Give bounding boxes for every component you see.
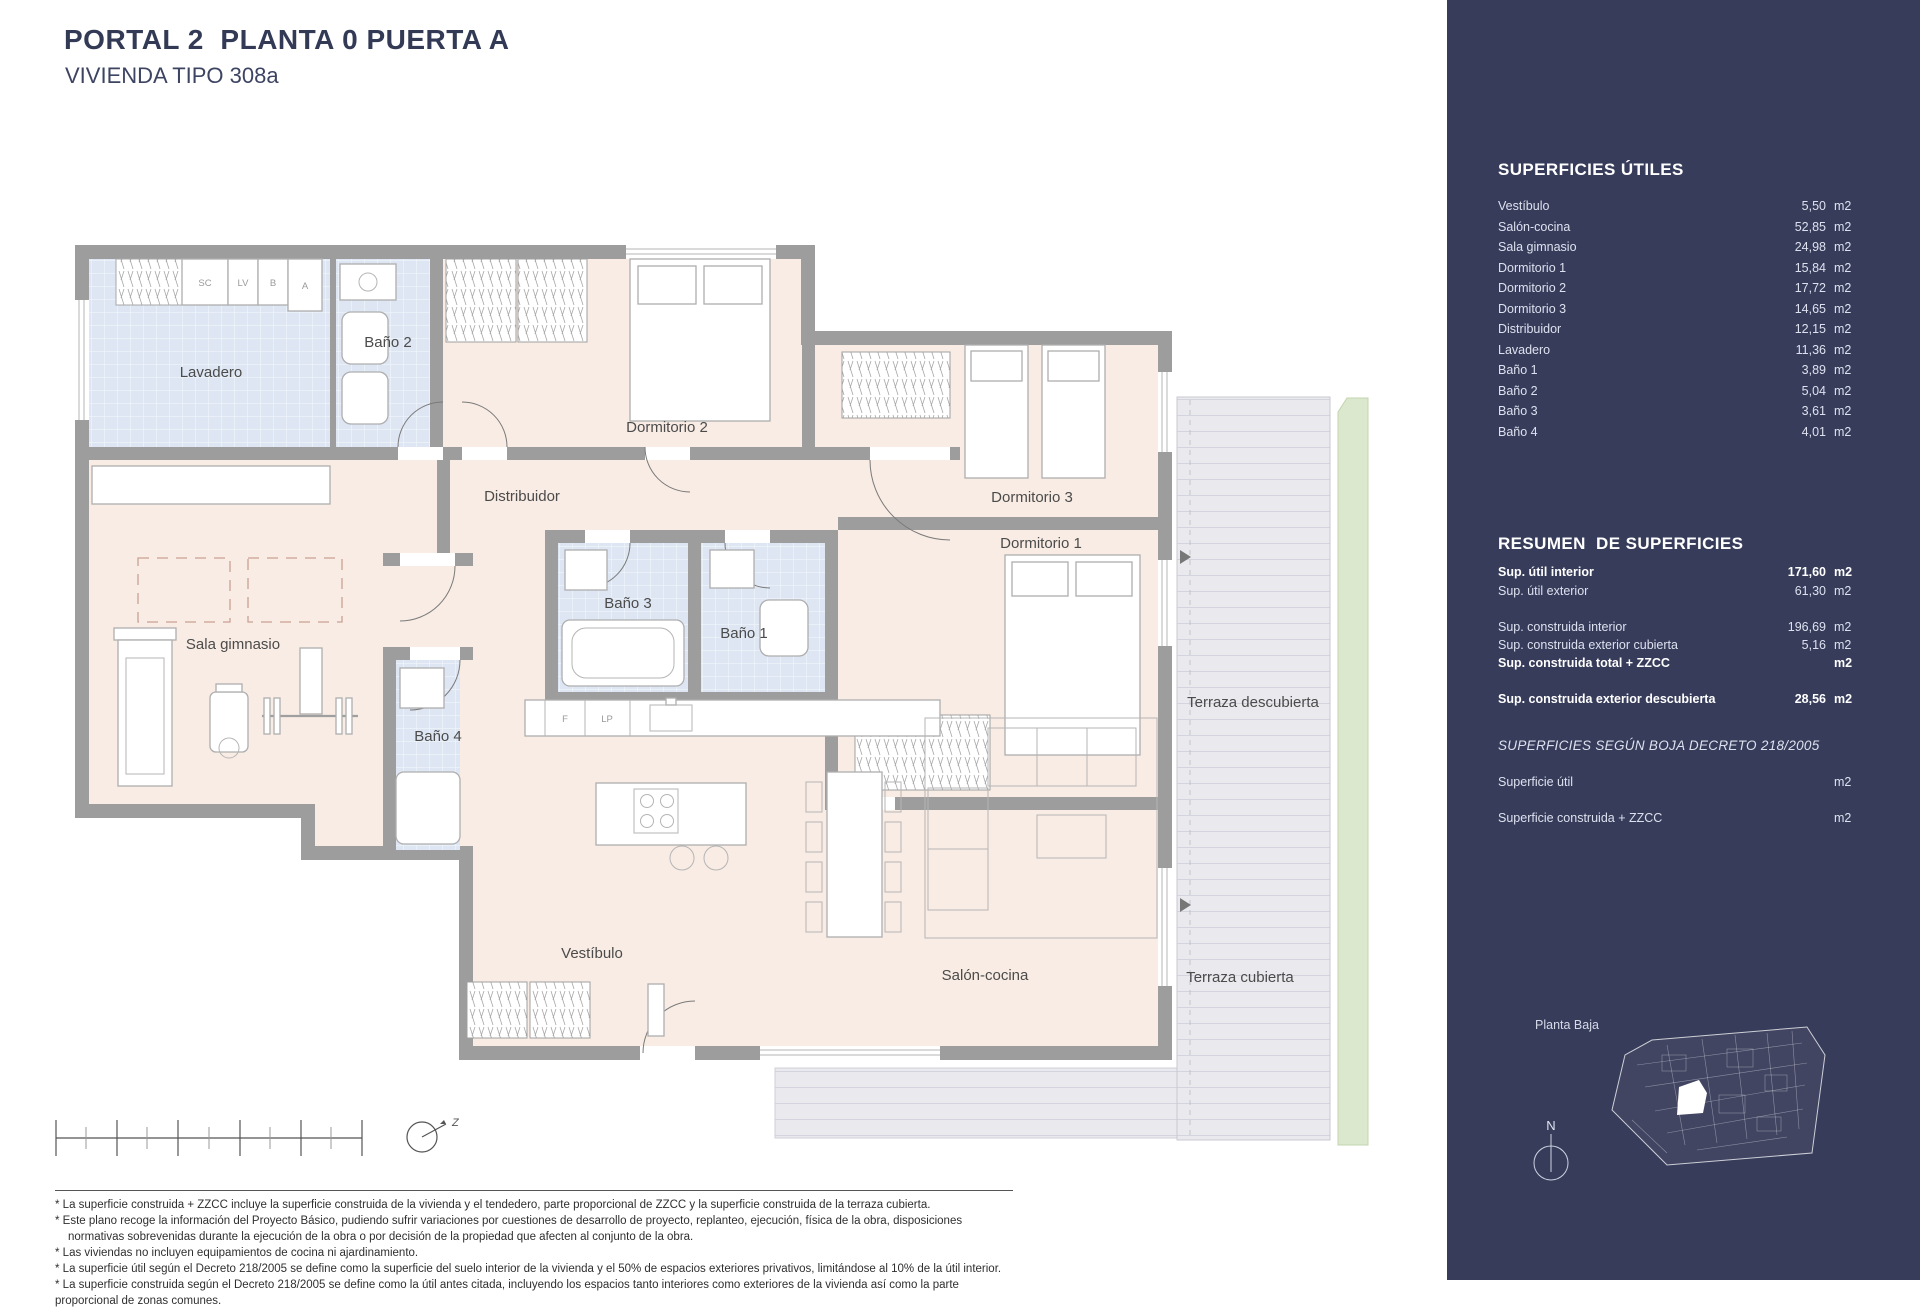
footnote-line: * La superficie útil según el Decreto 218/2005 se define como la superficie del suelo interior de la vivienda y el 50% de espacios exteriores privativos, limitándose al 10% de la útil interior. [55,1263,1002,1275]
footnote-line: * Este plano recoge la información del Proyecto Básico, pudiendo sufrir variaciones por cuestiones de desarrollo de proyecto, replanteo, ejecución, física de la obra, disposiciones [55,1215,963,1227]
resumen-heading: RESUMEN DE SUPERFICIES [1498,534,1744,553]
kitchen-counter [525,698,940,736]
cabinet-label-a: A [301,281,309,292]
laundry-cabinets [116,259,322,311]
table-row: Baño 3 3,61 m2 [1498,404,1852,419]
table-row: Dormitorio 3 14,65 m2 [1498,301,1852,316]
footnote-line: * La superficie construida + ZZCC incluye la superficie construida de la vivienda y el tendedero, parte proporcional de ZZCC y la superficie construida de la terraza cubierta. [55,1199,931,1211]
cabinet-label-sc: SC [198,278,212,289]
site-plan [1447,0,1920,1280]
table-row: Baño 1 3,89 m2 [1498,363,1852,378]
plan-north-icon [407,1117,460,1152]
table-row: Salón-cocina 52,85 m2 [1498,219,1852,234]
entry-cabinet [648,984,664,1036]
footnote-line: * Las viviendas no incluyen equipamientos de cocina ni ajardinamiento. [55,1247,419,1259]
label-lavadero: Lavadero [179,364,243,381]
label-terraza-descubierta: Terraza descubierta [1187,694,1319,711]
resumen-row: Sup. construida exterior cubierta 5,16 m2 [1498,638,1852,652]
resumen-row: Sup. útil interior 171,60 m2 [1498,565,1853,579]
resumen-row: Sup. construida exterior descubierta 28,56 m2 [1498,692,1853,706]
label-bano1: Baño 1 [720,625,768,642]
terrace-covered-strip [775,1068,1177,1138]
label-salon-cocina: Salón-cocina [941,967,1029,984]
boja-row: Superficie construida + ZZCC m2 [1498,811,1852,825]
kitchen-label-f: F [562,714,568,725]
label-terraza-cubierta: Terraza cubierta [1186,969,1294,986]
kitchen-label-lp: LP [601,714,613,725]
table-row: Baño 4 4,01 m2 [1498,424,1852,439]
table-row: Dormitorio 2 17,72 m2 [1498,281,1852,296]
table-row: Baño 2 5,04 m2 [1498,383,1852,398]
bedroom1-bed [1005,555,1140,755]
table-row: Lavadero 11,36 m2 [1498,342,1852,357]
resumen-row: Sup. construida total + ZZCC m2 [1498,656,1853,670]
page-title: PORTAL 2 PLANTA 0 PUERTA A [64,24,510,55]
footnotes [55,1190,1013,1309]
table-row: Distribuidor 12,15 m2 [1498,322,1852,337]
label-bano2: Baño 2 [364,334,412,351]
planter-strip [1338,398,1368,1145]
label-dormitorio1: Dormitorio 1 [1000,535,1082,552]
resumen-row: Sup. útil exterior 61,30 m2 [1498,584,1852,598]
cabinet-label-b: B [269,278,277,289]
terrace-deck [1177,397,1330,1140]
site-plan-sketch [1612,1027,1825,1165]
label-bano4: Baño 4 [414,728,462,745]
boja-row: Superficie útil m2 [1498,775,1852,789]
page-subtitle: VIVIENDA TIPO 308a [65,63,279,88]
north-label: N [1546,1118,1556,1133]
resumen-row: Sup. construida interior 196,69 m2 [1498,620,1852,634]
table-row: Vestíbulo 5,50 m2 [1498,199,1852,214]
label-distribuidor: Distribuidor [484,488,560,505]
scale-bar [56,1120,362,1156]
label-vestibulo: Vestíbulo [561,945,623,962]
bedroom2-bed [630,259,770,421]
summary-sidebar [1447,0,1920,1280]
table-row: Dormitorio 1 15,84 m2 [1498,260,1852,275]
plan-north-label: Z [452,1117,459,1129]
label-dormitorio2: Dormitorio 2 [626,419,708,436]
label-sala-gimnasio: Sala gimnasio [185,636,281,653]
footnote-line: normativas sobrevenidas durante la ejecución de la obra o por decisión de la propiedad que afecten al conjunto de la obra. [68,1231,694,1243]
laundry-counter [92,466,330,504]
table-row: Sala gimnasio 24,98 m2 [1498,240,1852,255]
utiles-heading: SUPERFICIES ÚTILES [1498,160,1684,179]
label-dormitorio3: Dormitorio 3 [991,489,1073,506]
site-plan-label: Planta Baja [1535,1018,1599,1032]
cabinet-label-lv: LV [237,278,249,289]
north-compass-icon [1534,1118,1568,1180]
boja-heading: SUPERFICIES SEGÚN BOJA DECRETO 218/2005 [1498,738,1820,753]
footnote-line: * La superficie construida según el Decreto 218/2005 se define como la útil antes citada, incluyendo los espacios tanto interiores como exteriores de la vivienda así como la parte proporcional de zonas comunes. [55,1279,959,1307]
label-bano3: Baño 3 [604,595,652,612]
